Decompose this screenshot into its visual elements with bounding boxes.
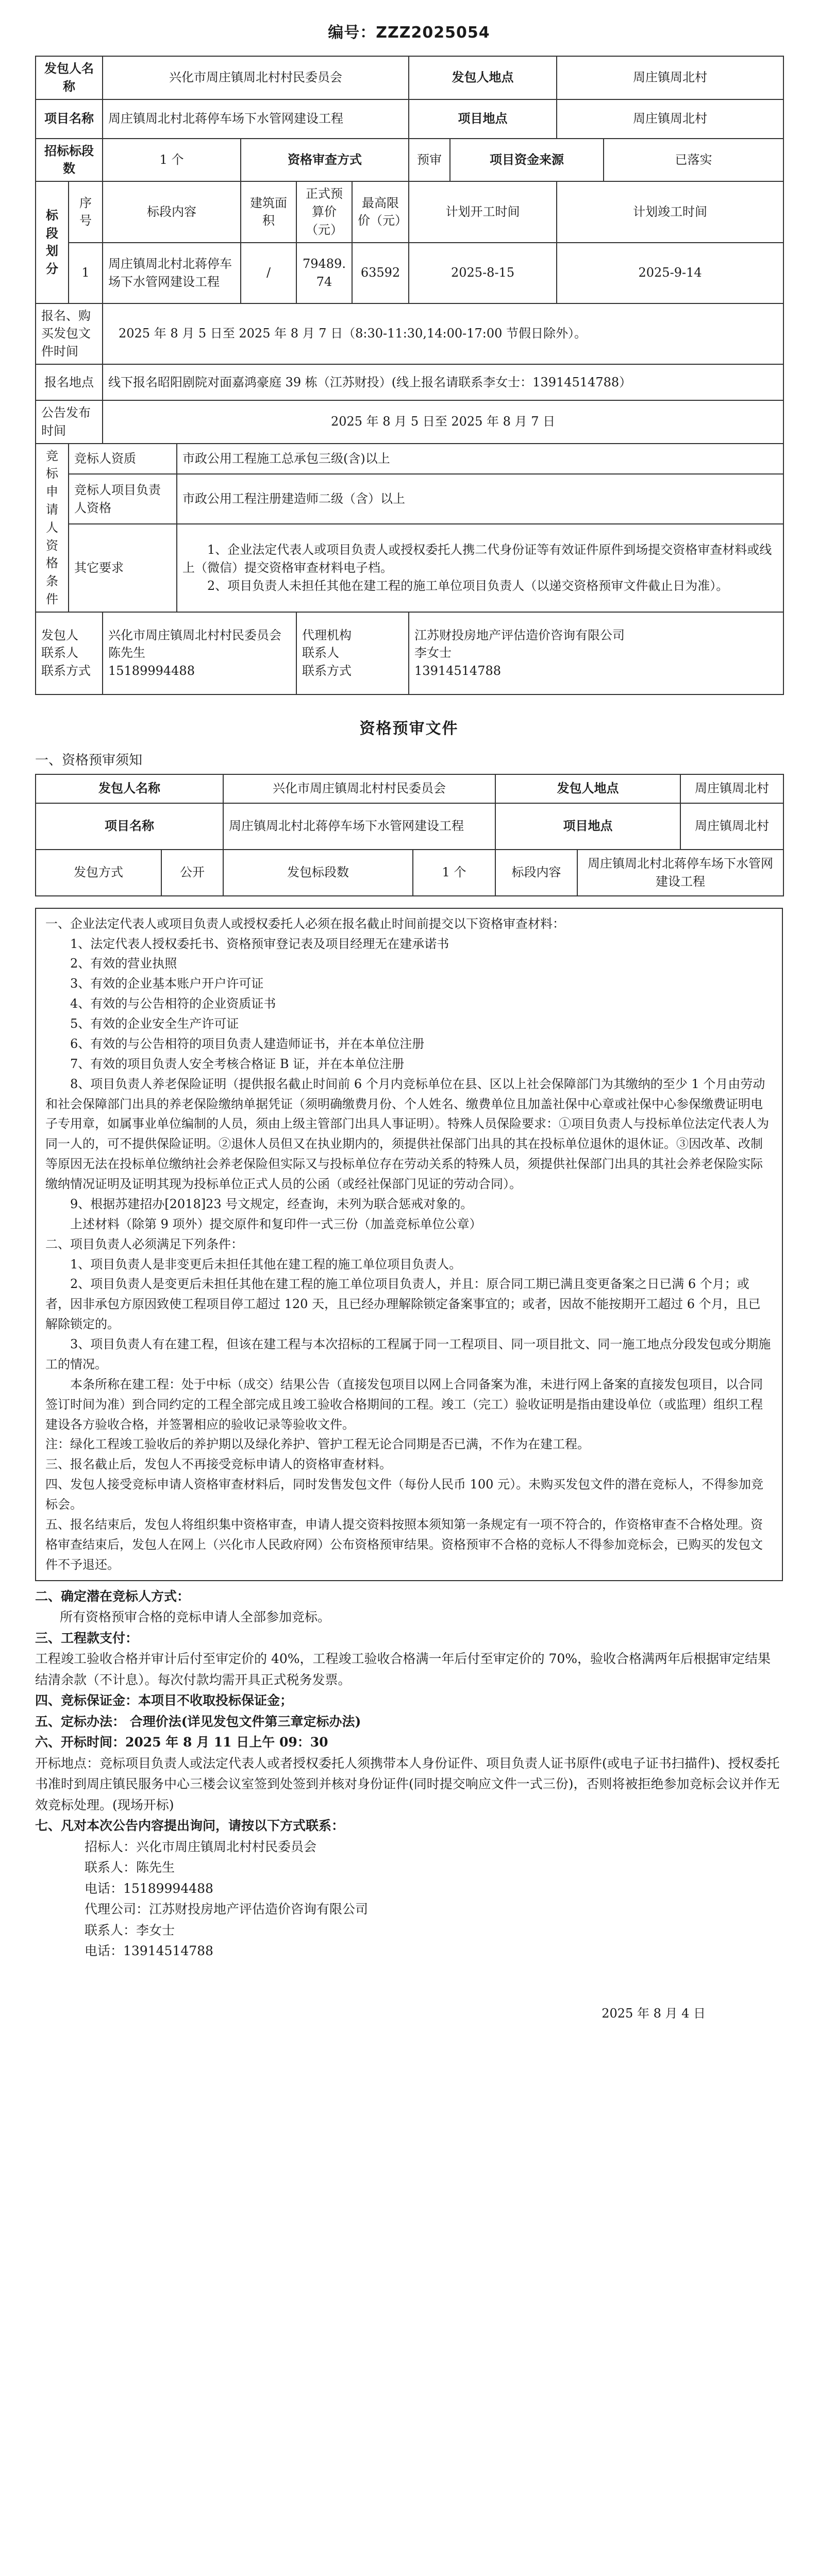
buy-time-label: 报名、购买发包文件时间	[36, 303, 103, 364]
req-p1: 一、企业法定代表人或项目负责人或授权委托人必须在报名截止时间前提交以下资格审查材料：	[45, 916, 565, 931]
pub-time-value: 2025 年 8 月 5 日至 2025 年 8 月 7 日	[103, 400, 783, 444]
prequal-title: 资格预审文件	[359, 719, 459, 738]
after-sections	[35, 1586, 783, 1962]
t2-proj-value: 周庄镇周北村北蒋停车场下水管网建设工程	[223, 803, 495, 850]
s2-title: 二、确定潜在竞标人方式：	[35, 1588, 190, 1604]
contact-agent-label-line-1: 代理机构	[302, 628, 352, 642]
t2-addr-label: 项目地点	[495, 803, 680, 850]
cond-qual-value: 市政公用工程施工总承包三级(含)以上	[177, 444, 783, 474]
req-cond-3: 3、项目负责人有在建工程，但该在建工程与本次招标的工程属于同一工程项目、同一项目批文、同一施工地点分段发包或分期施工的情况。	[45, 1337, 771, 1371]
t2-method-label: 发包方式	[36, 850, 161, 896]
s6-open-place: 开标地点：竞标项目负责人或法定代表人或者授权委托人须携带本人身份证件、项目负责人证书原件(或电子证书扫描件)、授权委托书准时到周庄镇民服务中心三楼会议室签到处签到并核对身份证件(同时提交响应文件一式三份)，否则将被拒绝参加竞标会议并作无效竞标处理。(现场开标)	[35, 1755, 780, 1812]
t2-fbr-value: 兴化市周庄镇周北村村民委员会	[223, 774, 495, 803]
req-item-8: 8、项目负责人养老保险证明（提供报名截止时间前 6 个月内竞标单位在县、区以上社会保障部门为其缴纳的至少 1 个月由劳动和社会保障部门出具的养老保险缴纳单据凭证（须明确缴费月份、个人姓名、缴费单位且加盖社保中心章或社保中心参保缴费证明电子专用章，如属事业单位编制的人员，须由上级主管部门出具人事证明）。特殊人员保险要求：①项目负责人与投标单位法定代表人为同一人的，可不提供保险证明。②退休人员但又在执业期内的，须提供社保部门出具的其在投标单位退休的退休证。③因改革、改制等原因无法在投标单位缴纳社会养老保险但实际又与投标单位存在劳动关系的特殊人员，须提供社保部门出具的其社会养老保险实际缴纳情况证明及证明其现为投标单位正式人员的公函（或经社保部门见证的劳动合同）。	[45, 1076, 769, 1192]
seg-char-3: 划	[46, 243, 58, 259]
contact-agent-label-line-3: 联系方式	[302, 664, 352, 679]
contact-agent-line-2: 李女士	[414, 646, 452, 660]
cond-qual-label: 竞标人资质	[69, 444, 177, 474]
cond-label: 竞标申请人资格条件	[36, 444, 69, 612]
seg-row-budget: 79489.74	[296, 243, 352, 303]
pub-time-label: 公告发布时间	[36, 400, 103, 444]
bid-count-label: 招标标段数	[36, 139, 103, 182]
s7-line-2: 联系人：陈先生	[85, 1860, 175, 1875]
fbr-value: 兴化市周庄镇周北村村民委员会	[103, 56, 409, 99]
proj-name-value: 周庄镇周北村北蒋停车场下水管网建设工程	[103, 99, 409, 139]
req-p4: 四、发包人接受竞标申请人资格审查材料后，同时发售发包文件（每份人民币 100 元）。未购买发包文件的潜在竞标人，不得参加竞标会。	[45, 1477, 764, 1512]
s7-line-4: 代理公司：江苏财投房地产评估造价咨询有限公司	[85, 1902, 369, 1917]
contact-agent-label	[296, 612, 409, 694]
project-info-table	[35, 56, 784, 695]
contact-fbr-label	[36, 612, 103, 694]
req-p3: 三、报名截止后，发包人不再接受竞标申请人的资格审查材料。	[45, 1457, 392, 1472]
s7-line-3: 电话：15189994488	[85, 1880, 213, 1896]
t2-seg-value: 1 个	[413, 850, 495, 896]
s6-open-time: 六、开标时间：2025 年 8 月 11 日上午 09：30	[35, 1735, 328, 1750]
qual-method-label: 资格审查方式	[241, 139, 409, 182]
proj-addr-value: 周庄镇周北村	[557, 99, 783, 139]
segment-vertical-label	[36, 181, 69, 303]
reg-place-label: 报名地点	[36, 364, 103, 400]
seg-row-end: 2025-9-14	[557, 243, 783, 303]
fund-value: 已落实	[604, 139, 783, 182]
s7-line-5: 联系人：李女士	[85, 1922, 175, 1938]
proj-name-label: 项目名称	[36, 99, 103, 139]
contact-agent-label-line-2: 联系人	[302, 646, 339, 660]
t2-fbr-addr-label: 发包人地点	[495, 774, 680, 803]
s7-line-6: 电话：13914514788	[85, 1943, 213, 1959]
seg-header-max: 最高限价（元）	[352, 181, 409, 242]
contact-fbr-value	[103, 612, 296, 694]
fbr-label: 发包人名称	[36, 56, 103, 99]
s7-title: 七、凡对本次公告内容提出询问，请按以下方式联系：	[35, 1818, 345, 1834]
doc-number: 编号：ZZZ2025054	[328, 24, 490, 42]
req-cond-2: 2、项目负责人是变更后未担任其他在建工程的施工单位项目负责人，并且：原合同工期已满且变更备案之日已满 6 个月；或者，因非承包方原因致使工程项目停工超过 120 天，且已经办理解除锁定备案事宜的；或者，因故不能按期开工超过 6 个月，且已解除锁定的。	[45, 1277, 761, 1332]
contact-fbr-label-line-2: 联系人	[41, 646, 78, 660]
req-cond-1: 1、项目负责人是非变更后未担任其他在建工程的施工单位项目负责人。	[70, 1257, 462, 1272]
seg-header-no: 序号	[69, 181, 103, 242]
s3-title: 三、工程款支付：	[35, 1630, 139, 1646]
req-item-5: 5、有效的企业安全生产许可证	[70, 1016, 239, 1031]
cond-other-value	[177, 524, 783, 612]
fund-label: 项目资金来源	[450, 139, 604, 182]
seg-header-end: 计划竣工时间	[557, 181, 783, 242]
t2-content-value: 周庄镇周北村北蒋停车场下水管网建设工程	[577, 850, 783, 896]
req-item-3: 3、有效的企业基本账户开户许可证	[70, 976, 264, 991]
s2-text: 所有资格预审合格的竞标申请人全部参加竞标。	[60, 1609, 331, 1625]
contact-agent-line-1: 江苏财投房地产评估造价咨询有限公司	[414, 628, 625, 642]
t2-fbr-addr-value: 周庄镇周北村	[680, 774, 783, 803]
s4-deposit: 四、竞标保证金：本项目不收取投标保证金；	[35, 1693, 293, 1708]
cond-pm-label: 竞标人项目负责人资格	[69, 474, 177, 523]
req-item-2: 2、有效的营业执照	[70, 956, 177, 971]
contact-agent-value	[409, 612, 783, 694]
seg-row-no: 1	[69, 243, 103, 303]
contact-fbr-line-2: 陈先生	[108, 646, 145, 660]
t2-method-value: 公开	[161, 850, 223, 896]
proj-addr-label: 项目地点	[409, 99, 557, 139]
t2-content-label: 标段内容	[495, 850, 577, 896]
t2-addr-value: 周庄镇周北村	[680, 803, 783, 850]
prequal-sub-title: 一、资格预审须知	[35, 752, 143, 768]
t2-fbr-label: 发包人名称	[36, 774, 223, 803]
requirements-box	[35, 908, 783, 1581]
seg-header-budget: 正式预算价（元）	[296, 181, 352, 242]
cond-other-item-1: 1、企业法定代表人或项目负责人或授权委托人携二代身份证等有效证件原件到场提交资格审查材料或线上（微信）提交资格审查材料电子档。	[182, 542, 772, 575]
seg-header-content: 标段内容	[103, 181, 241, 242]
seg-row-start: 2025-8-15	[409, 243, 557, 303]
fbr-addr-label: 发包人地点	[409, 56, 557, 99]
req-copy-note: 上述材料（除第 9 项外）提交原件和复印件一式三份（加盖竞标单位公章）	[70, 1216, 482, 1231]
issue-date: 2025 年 8 月 4 日	[602, 2006, 706, 2021]
req-p2: 二、项目负责人必须满足下列条件：	[45, 1236, 243, 1251]
cond-other-item-2: 2、项目负责人未担任其他在建工程的施工单位项目负责人（以递交资格预审文件截止日为准）。	[207, 578, 729, 593]
req-note: 注：绿化工程竣工验收后的养护期以及绿化养护、管护工程无论合同期是否已满，不作为在建工程。	[45, 1437, 590, 1452]
req-p5: 五、报名结束后，发包人将组织集中资格审查，申请人提交资料按照本须知第一条规定有一项不符合的，作资格审查不合格处理。资格审查结束后，发包人在网上（兴化市人民政府网）公布资格预审结果。资格预审不合格的竞标人不得参加竞标会，已购买的发包文件不予退还。	[45, 1517, 763, 1572]
req-item-6: 6、有效的与公告相符的项目负责人建造师证书，并在本单位注册	[70, 1036, 425, 1051]
cond-pm-value: 市政公用工程注册建造师二级（含）以上	[177, 474, 783, 523]
cond-other-label: 其它要求	[69, 524, 177, 612]
fbr-addr-value: 周庄镇周北村	[557, 56, 783, 99]
req-item-7: 7、有效的项目负责人安全考核合格证 B 证，并在本单位注册	[70, 1056, 405, 1071]
req-item-9: 9、根据苏建招办[2018]23 号文规定，经查询，未列为联合惩戒对象的。	[70, 1196, 473, 1211]
s3-text: 工程竣工验收合格并审计后付至审定价的 40%，工程竣工验收合格满一年后付至审定价的 70%，验收合格满两年后根据审定结果结清余款（不计息）。每次付款均需开具正式税务发票。	[35, 1651, 771, 1687]
contact-agent-line-3: 13914514788	[414, 664, 501, 679]
seg-char-2: 段	[46, 225, 58, 241]
s7-line-1: 招标人：兴化市周庄镇周北村村民委员会	[85, 1839, 317, 1854]
contact-fbr-line-3: 15189994488	[108, 664, 195, 679]
contact-fbr-label-line-1: 发包人	[41, 628, 78, 642]
seg-char-4: 分	[46, 261, 58, 277]
seg-row-max: 63592	[352, 243, 409, 303]
contact-fbr-line-1: 兴化市周庄镇周北村村民委员会	[108, 628, 281, 642]
seg-char-1: 标	[46, 207, 58, 223]
contact-fbr-label-line-3: 联系方式	[41, 664, 91, 679]
t2-proj-label: 项目名称	[36, 803, 223, 850]
req-definition: 本条所称在建工程：处于中标（成交）结果公告（直接发包项目以网上合同备案为准，未进行网上备案的直接发包项目，以合同签订时间为准）到合同约定的工程全部完成且竣工验收合格期间的工程。竣工（完工）验收证明是指由建设单位（或监理）组织工程建设各方验收合格，并签署相应的验收记录等验收文件。	[45, 1377, 763, 1432]
bid-count-value: 1 个	[103, 139, 241, 182]
reg-place-value: 线下报名昭阳剧院对面嘉鸿豪庭 39 栋（江苏财投）(线上报名请联系李女士：13914514788）	[103, 364, 783, 400]
buy-time-value: 2025 年 8 月 5 日至 2025 年 8 月 7 日（8:30-11:30,14:00-17:00 节假日除外）。	[103, 303, 783, 364]
req-item-1: 1、法定代表人授权委托书、资格预审登记表及项目经理无在建承诺书	[70, 936, 449, 951]
prequal-table	[35, 774, 784, 896]
s5-method: 五、定标办法： 合理价法(详见发包文件第三章定标办法)	[35, 1714, 361, 1729]
seg-row-area: /	[241, 243, 296, 303]
seg-row-content: 周庄镇周北村北蒋停车场下水管网建设工程	[103, 243, 241, 303]
seg-header-area: 建筑面积	[241, 181, 296, 242]
qual-method-value: 预审	[409, 139, 450, 182]
t2-seg-label: 发包标段数	[223, 850, 413, 896]
seg-header-start: 计划开工时间	[409, 181, 557, 242]
req-item-4: 4、有效的与公告相符的企业资质证书	[70, 996, 276, 1011]
